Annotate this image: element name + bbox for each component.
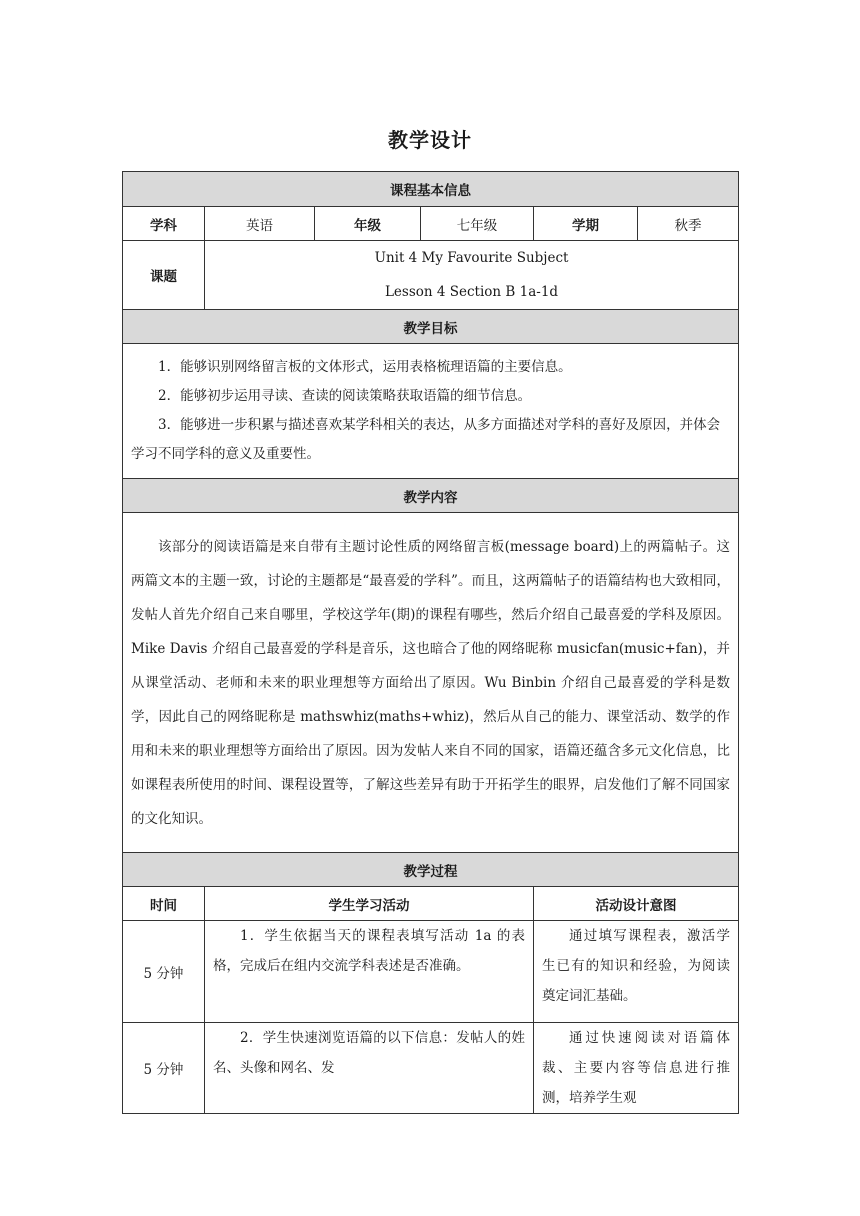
objective-item: 1．能够识别网络留言板的文体形式，运用表格梳理语篇的主要信息。 (158, 359, 572, 375)
lesson-plan-table (122, 171, 739, 1114)
row-activity: 2．学生快速浏览语篇的以下信息：发帖人的姓名、头像和网名、发 (205, 1023, 534, 1114)
content-paragraph: 该部分的阅读语篇是来自带有主题讨论性质的网络留言板(message board)上的两篇帖子。这两篇文本的主题一致，讨论的主题都是“最喜爱的学科”。而且，这两篇帖子的语篇结构也大致相同，发帖人首先介绍自己来自哪里，学校这学年(期)的课程有哪些，然后介绍自己最喜爱的学科及原因。Mike Davis 介绍自己最喜爱的学科是音乐，这也暗合了他的网络昵称 musicfan(music+fan)，并从课堂活动、老师和未来的职业理想等方面给出了原因。Wu Binbin 介绍自己最喜爱的学科是数学，因此自己的网络昵称是 mathswhiz(maths+whiz)，然后从自己的能力、课堂活动、数学的作用和未来的职业理想等方面给出了原因。因为发帖人来自不同的国家，语篇还蕴含多元文化信息，比如课程表所使用的时间、课程设置等，了解这些差异有助于开拓学生的眼界，启发他们了解不同国家的文化知识。 (123, 513, 739, 853)
process-header: 教学过程 (123, 853, 739, 887)
objective-item: 3．能够进一步积累与描述喜欢某学科相关的表达，从多方面描述对学科的喜好及原因，并体会学习不同学科的意义及重要性。 (131, 417, 721, 462)
term-label: 学期 (534, 207, 638, 241)
subject-label: 学科 (123, 207, 205, 241)
grade-value: 七年级 (421, 207, 534, 241)
objectives-header: 教学目标 (123, 310, 739, 344)
col-activity-header: 学生学习活动 (205, 887, 534, 921)
col-intent-header: 活动设计意图 (534, 887, 739, 921)
topic-lesson: Lesson 4 Section B 1a-1d (384, 284, 559, 300)
basic-info-header: 课程基本信息 (123, 172, 739, 207)
document-title: 教学设计 (388, 128, 472, 152)
table-row (123, 1023, 739, 1114)
objectives-list (123, 344, 739, 479)
grade-label: 年级 (315, 207, 421, 241)
row-time: 5 分钟 (123, 1023, 205, 1114)
row-intent: 通过填写课程表，激活学生已有的知识和经验，为阅读奠定词汇基础。 (534, 921, 739, 1023)
table-row (123, 921, 739, 1023)
row-activity: 1．学生依据当天的课程表填写活动 1a 的表格，完成后在组内交流学科表述是否准确。 (205, 921, 534, 1023)
subject-value: 英语 (205, 207, 315, 241)
topic-value (205, 241, 739, 310)
topic-label: 课题 (123, 241, 205, 310)
content-header: 教学内容 (123, 479, 739, 513)
row-intent: 通过快速阅读对语篇体裁、主要内容等信息进行推测，培养学生观 (534, 1023, 739, 1114)
term-value: 秋季 (638, 207, 739, 241)
row-time: 5 分钟 (123, 921, 205, 1023)
objective-item: 2．能够初步运用寻读、查读的阅读策略获取语篇的细节信息。 (158, 388, 532, 404)
col-time-header: 时间 (123, 887, 205, 921)
topic-unit: Unit 4 My Favourite Subject (374, 250, 569, 266)
